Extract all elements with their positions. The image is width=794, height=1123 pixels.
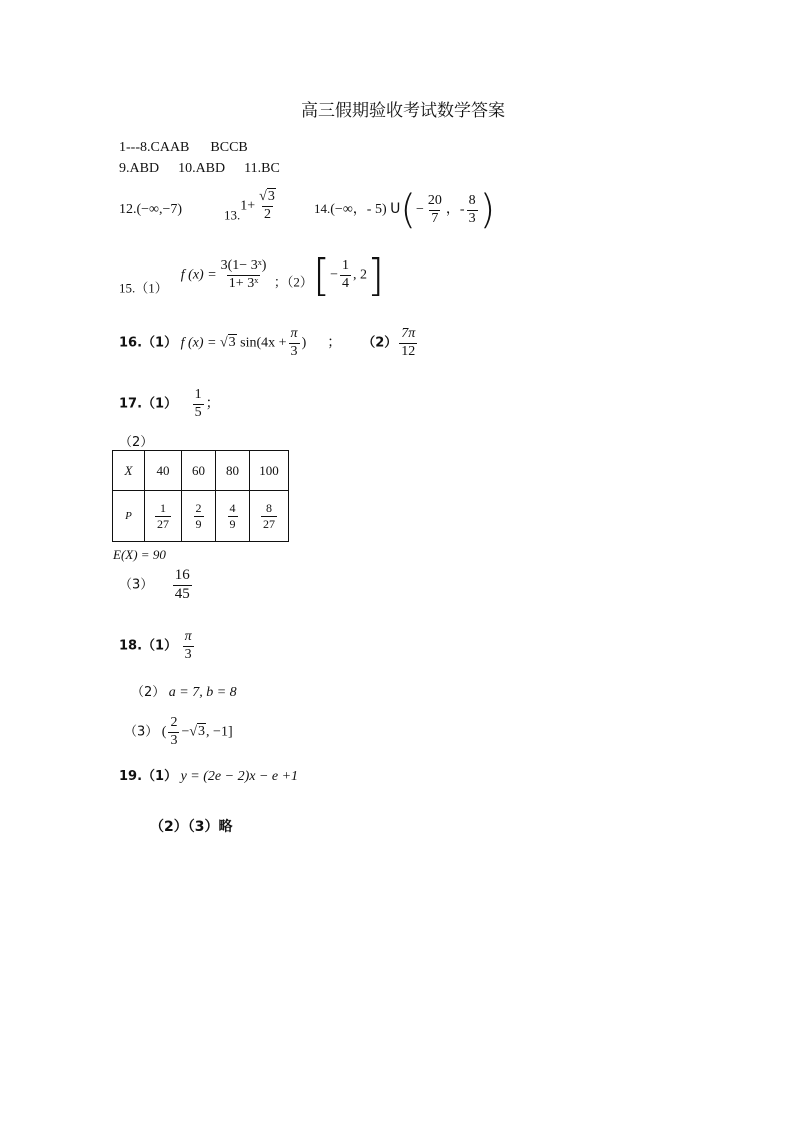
answer-15-fx: f (x) = [180, 267, 217, 283]
answer-17-part3 [119, 568, 194, 603]
answer-15-fden: 4 [342, 276, 350, 291]
answer-16-pi: π [290, 326, 298, 341]
answer-14-den2: 3 [468, 210, 476, 226]
table-header-x: X [113, 451, 145, 491]
answer-17-part1 [119, 388, 220, 420]
answer-18-den: 3 [184, 646, 192, 662]
p-num: 4 [229, 500, 236, 515]
answer-17-num: 1 [194, 387, 202, 402]
table-cell [216, 491, 250, 542]
answer-16-three: 3 [290, 343, 298, 359]
answer-18-label: 18.（1） [119, 638, 178, 654]
answer-15-label: 15.（1） [119, 280, 168, 296]
answer-18-fden: 3 [170, 732, 178, 748]
table-cell: 80 [216, 451, 250, 491]
answer-14-sep: ，- [445, 202, 465, 218]
table-cell [250, 491, 289, 542]
answer-16-sqrt: 3 [228, 335, 236, 351]
answer-18-tail: , −1] [206, 724, 233, 740]
answer-16-sin: sin(4x + [240, 335, 287, 351]
answer-17-num3: 16 [174, 567, 190, 583]
answer-16-fx: f (x) = [180, 335, 217, 351]
answer-13-label: 13. [224, 207, 241, 223]
answer-16-num: 7π [401, 326, 416, 341]
answer-17-den: 5 [194, 404, 202, 420]
answer-18-ans2: a = 7, b = 8 [168, 685, 237, 700]
answer-19-ans1: y = (2e − 2)x − e +1 [180, 769, 299, 784]
answer-10: 10.ABD [178, 161, 226, 176]
answer-17-part3-label: （3） [119, 577, 154, 593]
p-num: 8 [266, 500, 272, 515]
answer-9: 9.ABD [119, 161, 160, 176]
answer-18-minus: − [181, 724, 190, 740]
p-den: 27 [263, 516, 275, 531]
answer-13 [224, 190, 280, 223]
table-cell: 40 [145, 451, 182, 491]
answer-16: 16.（1） f (x) = √3 sin(4x + $\frac{\pi}{3}$ ) ； （2） $\frac{7\pi}{12}$ [119, 326, 416, 359]
table-row [113, 451, 289, 491]
answer-13-sqrt: 3 [267, 189, 275, 204]
answer-18-part2 [131, 681, 237, 701]
page-title: 高三假期验收考试数学答案 [301, 101, 505, 121]
answer-12 [119, 202, 182, 218]
answer-15-tail: , 2 [353, 267, 368, 283]
answer-16-den: 12 [401, 343, 416, 359]
answer-17-label: 17.（1） [119, 396, 178, 412]
answer-15-num: 3(1− 3ˣ) [220, 258, 267, 274]
answer-9-11 [119, 161, 280, 177]
answer-15-den: 1+ 3ˣ [228, 276, 259, 291]
table-cell: 60 [182, 451, 216, 491]
answer-16-label: 16.（1） [119, 335, 178, 351]
answer-18-part3-label: （3） [124, 724, 159, 740]
answer-14-den1: 7 [431, 210, 439, 226]
expectation: E(X) = 90 [113, 547, 166, 562]
answer-14-neg: − [415, 202, 424, 218]
p-den: 9 [195, 516, 202, 531]
table-header-p: P [113, 491, 145, 542]
answer-14-label: 14. [314, 201, 331, 217]
answer-19-part1 [119, 765, 298, 785]
table-cell [182, 491, 216, 542]
answer-14-num1: 20 [427, 192, 442, 208]
distribution-table [112, 450, 289, 542]
answer-18-sqrt: 3 [198, 724, 206, 740]
answer-18-open: ( [161, 724, 167, 740]
answer-1-8-label: 1---8. [119, 140, 151, 155]
answer-1-8-group-a: CAAB [150, 140, 190, 155]
answer-15-fnum: 1 [342, 258, 350, 274]
p-num: 2 [195, 500, 202, 515]
answer-14-part1: −∞，- 5) [334, 202, 387, 218]
answer-14: 14.(−∞，- 5) U(− $\frac{20}{7}$ ，- $\frac{8}{3}$ ) [314, 187, 496, 233]
p-num: 1 [160, 500, 166, 515]
answer-15-sep: ；（2） [273, 274, 313, 290]
answer-16-close: ) [301, 335, 307, 351]
answer-12-value: (−∞,−7) [136, 202, 183, 217]
answer-14-num2: 8 [468, 192, 476, 208]
answer-15: 15.（1） f (x) = $\frac{\text{3(1− 3ˣ)}}{\text{1+ 3ˣ}}$ ；（2）[− $\frac{1}{4}$ , 2] [119, 250, 385, 301]
answer-17-semi: ； [205, 396, 220, 412]
answer-19-rest: （2）（3）略 [150, 819, 233, 835]
answer-13-fraction: $\frac{√3}{2}$ [259, 189, 275, 222]
p-den: 9 [229, 516, 236, 531]
answer-16-part2: （2） [362, 335, 398, 351]
table-row [113, 491, 289, 542]
answer-11: 11.BC [244, 161, 280, 176]
answer-19-label: 19.（1） [119, 769, 178, 784]
answer-13-pre: 1+ [240, 198, 256, 214]
answer-18-fnum: 2 [170, 715, 178, 730]
table-cell: 100 [250, 451, 289, 491]
answer-15-neg: − [330, 267, 339, 283]
answer-17-part2-label: （2） [119, 435, 154, 450]
answer-14-union: U [390, 201, 401, 218]
answer-1-8 [119, 140, 248, 156]
answer-1-8-group-b: BCCB [210, 140, 248, 155]
answer-18-num: π [184, 629, 192, 644]
answer-18-part3: （3） ( $\frac{2}{3}$ −√3, −1] [124, 715, 233, 748]
answer-18-part1 [119, 630, 196, 662]
answer-12-label: 12. [119, 202, 137, 217]
answer-17-den3: 45 [174, 585, 190, 602]
answer-13-den: 2 [264, 206, 271, 222]
p-den: 27 [157, 516, 169, 531]
table-cell [145, 491, 182, 542]
answer-18-part2-label: （2） [131, 685, 166, 700]
answer-16-sep: ； [327, 335, 342, 351]
